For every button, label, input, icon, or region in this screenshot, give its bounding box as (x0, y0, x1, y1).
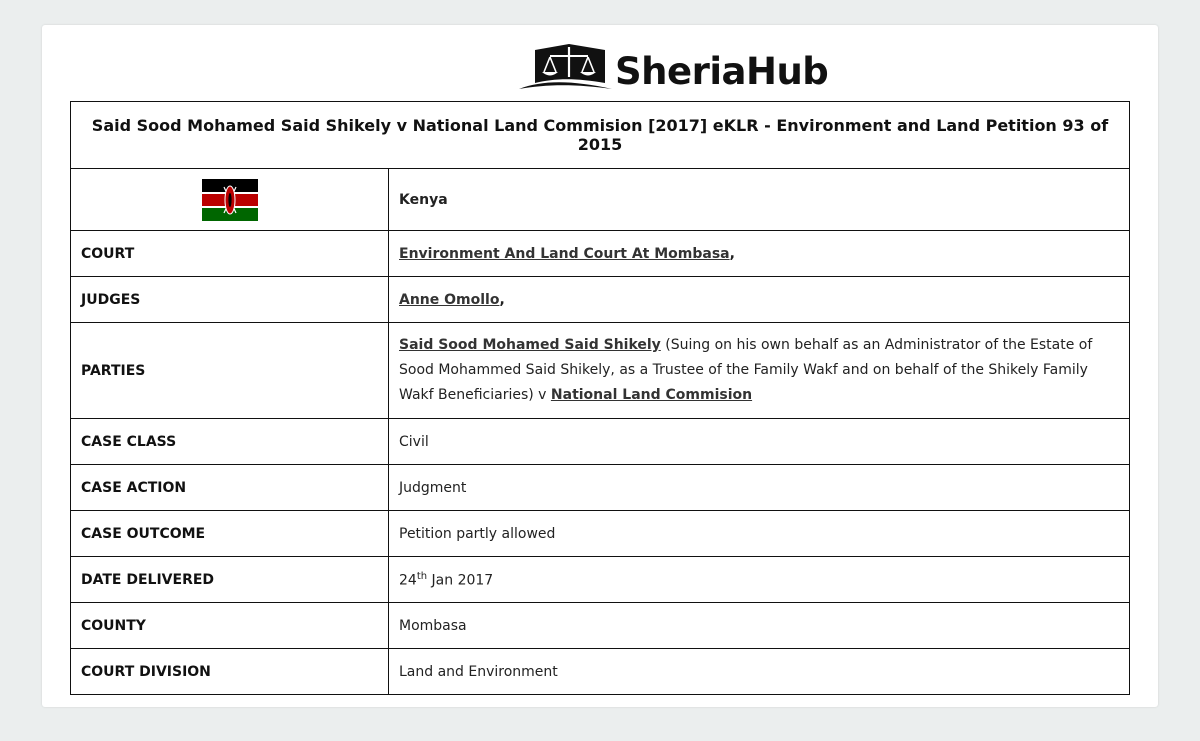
case-action-label: CASE ACTION (71, 465, 389, 511)
case-class-value: Civil (389, 419, 1130, 465)
flag-cell (71, 169, 389, 231)
party1-link[interactable]: Said Sood Mohamed Said Shikely (399, 337, 661, 353)
parties-value (389, 323, 1130, 419)
kenya-flag-icon (202, 179, 258, 221)
court-link[interactable]: Environment And Land Court At Mombasa (399, 245, 730, 262)
case-outcome-label: CASE OUTCOME (71, 511, 389, 557)
country-name: Kenya (399, 191, 448, 208)
case-class-label: CASE CLASS (71, 419, 389, 465)
document-card (42, 25, 1158, 707)
case-action-value: Judgment (389, 465, 1130, 511)
case-metadata-table (70, 101, 1130, 695)
brand-name: SheriaHub (615, 49, 829, 93)
party2-link[interactable]: National Land Commision (550, 387, 753, 403)
country-cell (389, 169, 1130, 231)
scales-house-icon (517, 43, 615, 93)
judges-value: Anne Omollo, (389, 277, 1130, 323)
judges-label: JUDGES (71, 277, 389, 323)
sheriahub-logo[interactable] (517, 43, 828, 93)
court-label: COURT (71, 231, 389, 277)
parties-label: PARTIES (71, 323, 389, 419)
date-delivered-label: DATE DELIVERED (71, 557, 389, 603)
case-title: Said Sood Mohamed Said Shikely v National Land Commision [2017] eKLR - Environment and Land Petition 93 of 2015 (71, 102, 1130, 169)
court-division-value: Land and Environment (389, 649, 1130, 695)
county-value: Mombasa (389, 603, 1130, 649)
parties-description: (Suing on his own behalf as an Administrator of the Estate of Sood Mohammed Said Shikely, as a Trustee of the Family Wakf and on behalf of the Shikely Family Wakf Beneficiaries) v (399, 337, 1093, 403)
date-delivered-value: 24th Jan 2017 (389, 557, 1130, 603)
case-outcome-value: Petition partly allowed (389, 511, 1130, 557)
county-label: COUNTY (71, 603, 389, 649)
court-division-label: COURT DIVISION (71, 649, 389, 695)
court-value: Environment And Land Court At Mombasa, (389, 231, 1130, 277)
judge-link[interactable]: Anne Omollo (399, 291, 500, 308)
